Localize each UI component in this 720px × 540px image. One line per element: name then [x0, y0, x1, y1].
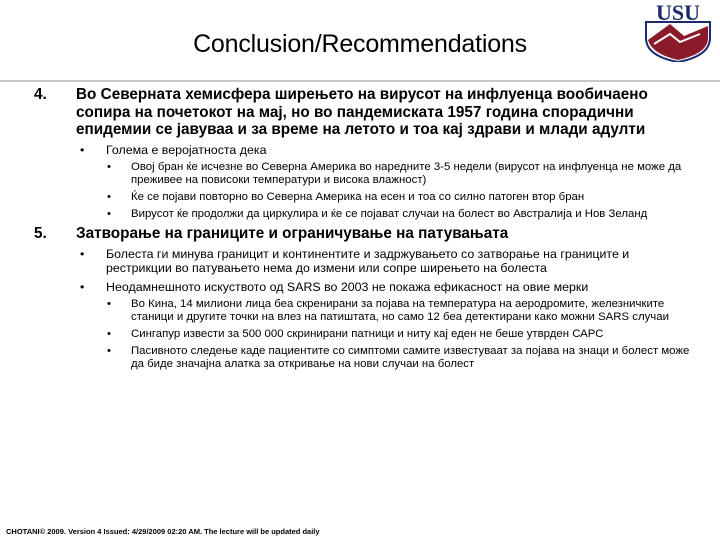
bullet-dot: •	[107, 345, 111, 357]
bullet-dot: •	[80, 246, 85, 261]
bullet	[0, 280, 720, 295]
bullet-dot: •	[80, 279, 85, 294]
item-text: Затворање на границите и ограничување на патувањата	[76, 225, 509, 242]
slide-title: Conclusion/Recommendations	[193, 30, 527, 58]
title-divider	[0, 80, 720, 82]
sub-bullet-text: Пасивното следење каде пациентите со симптоми самите известуваат за појава на знаци и болест може да биде значајна алатка за откривање на нови случаи на болест	[131, 345, 690, 370]
bullet-text: Неодамнешното искуството од SARS во 2003 не покажа ефикасност на овие мерки	[106, 279, 589, 294]
sub-bullet	[0, 298, 720, 324]
slide-content	[0, 86, 720, 375]
bullet-dot: •	[107, 298, 111, 310]
sub-bullet	[0, 328, 720, 341]
bullet-dot: •	[80, 142, 85, 157]
sub-bullet-text: Во Кина, 14 милиони лица беа скренирани за појава на температура на аеродромите, железничките станици и другите точки на влез на патиштата, но само 12 беа детектирани како можни SARS случаи	[131, 298, 669, 323]
item-5	[0, 225, 720, 243]
bullet-dot: •	[107, 161, 111, 173]
bullet-dot: •	[107, 328, 111, 340]
sub-bullet	[0, 345, 720, 371]
sub-bullet-text: Сингапур извести за 500 000 скринирани патници и ниту кај еден не беше утврден САРС	[131, 328, 604, 340]
item-text: Во Северната хемисфера ширењето на вирусот на инфлуенца вообичаено сопира на почетокот на мај, но во пандемиската 1957 година спорадични епидемии се јавуваа и за време на летото и тоа кај здрави и млади адулти	[76, 86, 648, 138]
footer-note: CHOTANI© 2009. Version 4 Issued: 4/29/2009 02:20 AM. The lecture will be updated daily	[6, 527, 320, 536]
bullet-dot: •	[107, 208, 111, 220]
bullet	[0, 143, 720, 158]
sub-bullet-text: Овој бран ќе исчезне во Северна Америка во наредните 3-5 недели (вирусот на инфлуенца не може да преживее на повисоки температури и висока влажност)	[131, 161, 682, 186]
item-4	[0, 86, 720, 139]
sub-bullet	[0, 191, 720, 204]
bullet-text: Болеста ги минува границит и континентите и задржувањето со затворање на границите и рестрикции во патувањето нема до измени или сопре ширењето на болеста	[106, 246, 630, 275]
logo-text: USU	[655, 0, 701, 25]
usu-logo	[640, 0, 716, 62]
sub-bullet-text: Вирусот ќе продолжи да циркулира и ќе се појават случаи на болест во Австралија и Нов Зеланд	[131, 208, 648, 220]
item-number: 4.	[34, 86, 47, 103]
item-number: 5.	[34, 225, 47, 242]
sub-bullet-text: Ќе се појави повторно во Северна Америка на есен и тоа со силно патоген втор бран	[131, 191, 585, 203]
sub-bullet	[0, 161, 720, 187]
bullet	[0, 247, 720, 276]
bullet-dot: •	[107, 191, 111, 203]
sub-bullet	[0, 208, 720, 221]
bullet-text: Голема е веројатноста дека	[106, 142, 267, 157]
